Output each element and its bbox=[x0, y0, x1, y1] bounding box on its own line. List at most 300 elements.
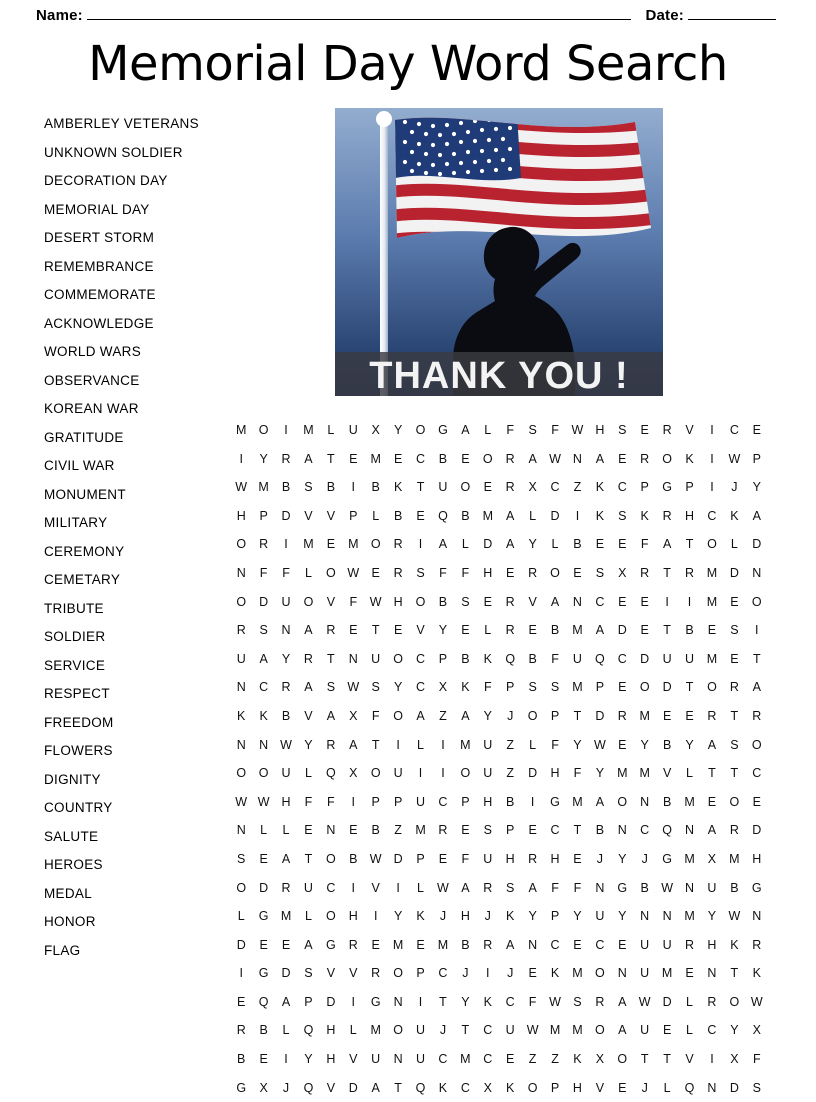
grid-letter[interactable]: E bbox=[349, 451, 358, 466]
grid-letter[interactable]: O bbox=[393, 651, 403, 666]
grid-letter[interactable]: Y bbox=[393, 909, 403, 924]
grid-letter[interactable]: B bbox=[550, 623, 560, 638]
grid-letter[interactable]: C bbox=[617, 480, 627, 495]
grid-letter[interactable]: J bbox=[484, 909, 491, 924]
grid-letter[interactable]: I bbox=[351, 994, 356, 1009]
grid-letter[interactable]: O bbox=[258, 423, 269, 437]
grid-letter[interactable]: L bbox=[237, 909, 245, 924]
grid-letter[interactable]: W bbox=[347, 565, 360, 580]
grid-letter[interactable]: M bbox=[392, 937, 404, 952]
grid-letter[interactable]: N bbox=[707, 966, 717, 981]
grid-letter[interactable]: R bbox=[483, 937, 493, 952]
grid-letter[interactable]: T bbox=[327, 451, 335, 466]
grid-letter[interactable]: O bbox=[617, 1052, 628, 1067]
grid-letter[interactable]: Y bbox=[304, 1052, 313, 1067]
grid-letter[interactable]: F bbox=[573, 766, 582, 781]
grid-letter[interactable]: O bbox=[639, 680, 650, 695]
grid-letter[interactable]: X bbox=[730, 1052, 739, 1067]
grid-letter[interactable]: U bbox=[505, 1023, 515, 1038]
grid-letter[interactable]: R bbox=[528, 851, 538, 866]
grid-letter[interactable]: V bbox=[416, 623, 425, 638]
grid-letter[interactable]: B bbox=[528, 651, 537, 666]
grid-letter[interactable]: M bbox=[729, 851, 740, 866]
grid-letter[interactable]: X bbox=[618, 565, 627, 580]
grid-letter[interactable]: I bbox=[710, 451, 714, 466]
grid-letter[interactable]: U bbox=[348, 423, 358, 437]
grid-letter[interactable]: M bbox=[258, 480, 269, 495]
grid-letter[interactable]: K bbox=[506, 1080, 515, 1095]
grid-letter[interactable]: H bbox=[752, 851, 762, 866]
grid-letter[interactable]: F bbox=[461, 851, 470, 866]
grid-letter[interactable]: L bbox=[417, 880, 424, 895]
grid-letter[interactable]: H bbox=[505, 851, 515, 866]
grid-letter[interactable]: K bbox=[573, 1052, 582, 1067]
grid-letter[interactable]: M bbox=[639, 766, 650, 781]
grid-letter[interactable]: W bbox=[257, 794, 270, 809]
grid-letter[interactable]: I bbox=[441, 766, 445, 781]
grid-letter[interactable]: V bbox=[685, 423, 694, 437]
grid-letter[interactable]: C bbox=[416, 451, 426, 466]
grid-letter[interactable]: E bbox=[618, 594, 627, 609]
grid-letter[interactable]: E bbox=[461, 823, 470, 838]
grid-letter[interactable]: O bbox=[370, 537, 381, 552]
grid-letter[interactable]: M bbox=[348, 537, 359, 552]
grid-letter[interactable]: M bbox=[572, 794, 583, 809]
grid-letter[interactable]: R bbox=[505, 451, 515, 466]
grid-letter[interactable]: W bbox=[661, 880, 674, 895]
grid-letter[interactable]: C bbox=[259, 680, 269, 695]
grid-letter[interactable]: A bbox=[550, 594, 560, 609]
grid-letter[interactable]: H bbox=[326, 1052, 336, 1067]
grid-letter[interactable]: H bbox=[707, 937, 717, 952]
grid-letter[interactable]: Z bbox=[551, 1052, 559, 1067]
grid-letter[interactable]: E bbox=[416, 508, 425, 523]
grid-letter[interactable]: T bbox=[730, 708, 739, 723]
grid-letter[interactable]: H bbox=[460, 909, 470, 924]
grid-letter[interactable]: S bbox=[730, 623, 739, 638]
grid-letter[interactable]: O bbox=[527, 1080, 538, 1095]
grid-letter[interactable]: R bbox=[281, 680, 291, 695]
grid-letter[interactable]: R bbox=[371, 966, 381, 981]
grid-letter[interactable]: B bbox=[326, 480, 336, 495]
grid-letter[interactable]: Y bbox=[259, 451, 268, 466]
grid-letter[interactable]: B bbox=[573, 537, 582, 552]
grid-letter[interactable]: S bbox=[573, 994, 582, 1009]
grid-letter[interactable]: V bbox=[326, 508, 336, 523]
grid-letter[interactable]: Z bbox=[528, 1052, 537, 1067]
grid-letter[interactable]: C bbox=[595, 594, 605, 609]
grid-letter[interactable]: C bbox=[707, 508, 717, 523]
grid-letter[interactable]: F bbox=[551, 651, 559, 666]
grid-letter[interactable]: J bbox=[462, 966, 469, 981]
grid-letter[interactable]: U bbox=[371, 651, 381, 666]
grid-letter[interactable]: C bbox=[326, 880, 336, 895]
grid-letter[interactable]: Y bbox=[438, 623, 448, 638]
grid-letter[interactable]: Y bbox=[528, 909, 537, 924]
grid-letter[interactable]: M bbox=[460, 737, 471, 752]
grid-letter[interactable]: D bbox=[752, 823, 762, 838]
grid-letter[interactable]: W bbox=[593, 737, 606, 752]
grid-letter[interactable]: A bbox=[618, 1023, 627, 1038]
grid-letter[interactable]: S bbox=[304, 966, 313, 981]
grid-letter[interactable]: A bbox=[304, 680, 313, 695]
grid-letter[interactable]: R bbox=[707, 994, 717, 1009]
grid-letter[interactable]: O bbox=[415, 594, 426, 609]
grid-letter[interactable]: P bbox=[416, 851, 425, 866]
grid-letter[interactable]: N bbox=[393, 1052, 403, 1067]
grid-letter[interactable]: E bbox=[237, 994, 246, 1009]
grid-letter[interactable]: N bbox=[326, 823, 336, 838]
grid-letter[interactable]: E bbox=[506, 1052, 515, 1067]
grid-letter[interactable]: S bbox=[752, 1080, 761, 1095]
grid-letter[interactable]: D bbox=[550, 508, 560, 523]
grid-letter[interactable]: A bbox=[707, 823, 717, 838]
grid-letter[interactable]: H bbox=[483, 565, 493, 580]
grid-letter[interactable]: U bbox=[685, 651, 695, 666]
grid-letter[interactable]: K bbox=[550, 966, 560, 981]
grid-letter[interactable]: E bbox=[461, 623, 470, 638]
grid-letter[interactable]: F bbox=[282, 565, 290, 580]
grid-letter[interactable]: E bbox=[730, 594, 739, 609]
grid-letter[interactable]: Y bbox=[483, 708, 492, 723]
grid-letter[interactable]: E bbox=[707, 623, 717, 638]
grid-letter[interactable]: D bbox=[393, 851, 403, 866]
grid-letter[interactable]: U bbox=[416, 1023, 426, 1038]
grid-letter[interactable]: U bbox=[483, 737, 493, 752]
grid-letter[interactable]: D bbox=[281, 508, 291, 523]
grid-letter[interactable]: W bbox=[728, 909, 741, 924]
grid-letter[interactable]: V bbox=[662, 766, 672, 781]
grid-letter[interactable]: U bbox=[371, 1052, 381, 1067]
grid-letter[interactable]: E bbox=[640, 423, 649, 437]
grid-letter[interactable]: U bbox=[707, 880, 717, 895]
grid-letter[interactable]: B bbox=[595, 823, 605, 838]
grid-letter[interactable]: L bbox=[686, 994, 693, 1009]
grid-letter[interactable]: R bbox=[505, 594, 515, 609]
grid-letter[interactable]: O bbox=[662, 451, 672, 466]
grid-letter[interactable]: Y bbox=[393, 423, 403, 437]
grid-letter[interactable]: Q bbox=[303, 1080, 314, 1095]
grid-letter[interactable]: B bbox=[281, 480, 291, 495]
grid-letter[interactable]: S bbox=[730, 737, 739, 752]
grid-letter[interactable]: O bbox=[236, 537, 247, 552]
grid-letter[interactable]: K bbox=[393, 480, 403, 495]
grid-letter[interactable]: E bbox=[416, 937, 425, 952]
grid-letter[interactable]: P bbox=[416, 966, 425, 981]
grid-letter[interactable]: Y bbox=[573, 737, 582, 752]
grid-letter[interactable]: S bbox=[618, 508, 627, 523]
grid-letter[interactable]: N bbox=[707, 1080, 717, 1095]
grid-letter[interactable]: E bbox=[483, 480, 492, 495]
grid-letter[interactable]: E bbox=[483, 594, 492, 609]
grid-letter[interactable]: P bbox=[550, 1080, 560, 1095]
grid-letter[interactable]: R bbox=[685, 937, 695, 952]
grid-letter[interactable]: G bbox=[751, 880, 762, 895]
grid-letter[interactable]: W bbox=[437, 880, 449, 895]
grid-letter[interactable]: A bbox=[595, 451, 605, 466]
grid-letter[interactable]: L bbox=[686, 766, 693, 781]
grid-letter[interactable]: E bbox=[752, 794, 761, 809]
grid-letter[interactable]: V bbox=[595, 1080, 605, 1095]
grid-letter[interactable]: A bbox=[326, 708, 336, 723]
grid-letter[interactable]: T bbox=[663, 623, 671, 638]
grid-letter[interactable]: D bbox=[662, 680, 672, 695]
grid-letter[interactable]: W bbox=[750, 994, 763, 1009]
grid-letter[interactable]: H bbox=[348, 909, 358, 924]
grid-letter[interactable]: I bbox=[396, 880, 400, 895]
grid-letter[interactable]: A bbox=[259, 651, 268, 666]
grid-letter[interactable]: I bbox=[351, 480, 356, 495]
grid-letter[interactable]: E bbox=[259, 937, 268, 952]
grid-letter[interactable]: E bbox=[573, 937, 582, 952]
grid-letter[interactable]: G bbox=[258, 966, 269, 981]
grid-letter[interactable]: X bbox=[259, 1080, 268, 1095]
grid-letter[interactable]: D bbox=[528, 766, 538, 781]
grid-letter[interactable]: O bbox=[595, 1023, 605, 1038]
grid-letter[interactable]: P bbox=[506, 823, 515, 838]
grid-letter[interactable]: O bbox=[729, 994, 740, 1009]
grid-letter[interactable]: H bbox=[550, 766, 560, 781]
grid-letter[interactable]: V bbox=[304, 508, 313, 523]
grid-letter[interactable]: V bbox=[528, 594, 537, 609]
grid-letter[interactable]: L bbox=[282, 1023, 290, 1038]
grid-letter[interactable]: U bbox=[572, 651, 582, 666]
grid-letter[interactable]: F bbox=[371, 708, 380, 723]
grid-letter[interactable]: R bbox=[326, 737, 336, 752]
grid-letter[interactable]: P bbox=[349, 508, 358, 523]
grid-letter[interactable]: L bbox=[260, 823, 268, 838]
grid-letter[interactable]: Z bbox=[506, 766, 515, 781]
grid-letter[interactable]: T bbox=[663, 565, 671, 580]
grid-letter[interactable]: N bbox=[752, 909, 762, 924]
grid-letter[interactable]: G bbox=[326, 937, 336, 952]
grid-letter[interactable]: M bbox=[370, 451, 381, 466]
grid-letter[interactable]: N bbox=[617, 823, 627, 838]
grid-letter[interactable]: S bbox=[550, 680, 560, 695]
grid-letter[interactable]: P bbox=[640, 480, 649, 495]
grid-letter[interactable]: L bbox=[461, 537, 469, 552]
grid-letter[interactable]: B bbox=[506, 794, 515, 809]
grid-letter[interactable]: G bbox=[662, 480, 672, 495]
grid-letter[interactable]: D bbox=[617, 623, 627, 638]
grid-letter[interactable]: G bbox=[258, 909, 269, 924]
grid-letter[interactable]: P bbox=[685, 480, 694, 495]
grid-letter[interactable]: A bbox=[506, 508, 515, 523]
grid-letter[interactable]: O bbox=[707, 537, 717, 552]
grid-letter[interactable]: C bbox=[707, 1023, 717, 1038]
grid-letter[interactable]: I bbox=[284, 1052, 288, 1067]
grid-letter[interactable]: J bbox=[596, 851, 603, 866]
grid-letter[interactable]: R bbox=[483, 880, 493, 895]
grid-letter[interactable]: F bbox=[573, 880, 582, 895]
grid-letter[interactable]: D bbox=[348, 1080, 358, 1095]
grid-letter[interactable]: A bbox=[528, 451, 537, 466]
grid-letter[interactable]: M bbox=[572, 623, 583, 638]
grid-letter[interactable]: F bbox=[461, 565, 470, 580]
grid-letter[interactable]: F bbox=[506, 423, 515, 437]
grid-letter[interactable]: U bbox=[595, 909, 605, 924]
grid-letter[interactable]: Y bbox=[528, 537, 537, 552]
grid-letter[interactable]: E bbox=[304, 823, 313, 838]
grid-letter[interactable]: K bbox=[595, 508, 605, 523]
grid-letter[interactable]: Q bbox=[415, 1080, 426, 1095]
grid-letter[interactable]: I bbox=[687, 594, 692, 609]
grid-letter[interactable]: O bbox=[595, 966, 605, 981]
grid-letter[interactable]: E bbox=[707, 794, 717, 809]
grid-letter[interactable]: T bbox=[371, 623, 380, 638]
grid-letter[interactable]: Z bbox=[439, 708, 447, 723]
grid-letter[interactable]: N bbox=[640, 794, 650, 809]
grid-letter[interactable]: M bbox=[482, 508, 493, 523]
grid-letter[interactable]: N bbox=[281, 623, 291, 638]
grid-letter[interactable]: X bbox=[707, 851, 717, 866]
grid-letter[interactable]: N bbox=[259, 737, 269, 752]
grid-letter[interactable]: F bbox=[439, 565, 447, 580]
grid-letter[interactable]: I bbox=[530, 794, 535, 809]
grid-letter[interactable]: I bbox=[373, 909, 378, 924]
grid-letter[interactable]: R bbox=[505, 480, 515, 495]
grid-letter[interactable]: L bbox=[551, 537, 559, 552]
grid-letter[interactable]: J bbox=[282, 1080, 290, 1095]
grid-letter[interactable]: O bbox=[751, 737, 762, 752]
grid-letter[interactable]: S bbox=[416, 565, 425, 580]
grid-letter[interactable]: V bbox=[685, 1052, 694, 1067]
grid-letter[interactable]: P bbox=[506, 680, 515, 695]
grid-letter[interactable]: V bbox=[326, 594, 336, 609]
grid-letter[interactable]: G bbox=[370, 994, 381, 1009]
grid-letter[interactable]: E bbox=[281, 937, 291, 952]
grid-letter[interactable]: P bbox=[304, 994, 313, 1009]
grid-letter[interactable]: M bbox=[572, 966, 583, 981]
grid-letter[interactable]: T bbox=[439, 994, 447, 1009]
grid-letter[interactable]: E bbox=[618, 451, 627, 466]
grid-letter[interactable]: I bbox=[418, 994, 423, 1009]
grid-letter[interactable]: E bbox=[662, 1023, 672, 1038]
grid-letter[interactable]: A bbox=[281, 851, 291, 866]
grid-letter[interactable]: L bbox=[484, 423, 492, 437]
grid-letter[interactable]: E bbox=[326, 537, 336, 552]
grid-letter[interactable]: H bbox=[393, 594, 403, 609]
grid-letter[interactable]: E bbox=[259, 1052, 268, 1067]
grid-letter[interactable]: I bbox=[284, 537, 288, 552]
grid-letter[interactable]: K bbox=[259, 708, 268, 723]
grid-letter[interactable]: M bbox=[661, 966, 673, 981]
grid-letter[interactable]: P bbox=[259, 508, 268, 523]
grid-letter[interactable]: J bbox=[439, 1023, 447, 1038]
grid-letter[interactable]: F bbox=[327, 794, 335, 809]
grid-letter[interactable]: S bbox=[506, 880, 515, 895]
grid-letter[interactable]: R bbox=[326, 623, 336, 638]
grid-letter[interactable]: W bbox=[280, 737, 292, 752]
grid-letter[interactable]: N bbox=[752, 565, 762, 580]
grid-letter[interactable]: A bbox=[461, 880, 470, 895]
grid-letter[interactable]: Y bbox=[752, 480, 761, 495]
grid-letter[interactable]: C bbox=[416, 651, 426, 666]
grid-letter[interactable]: S bbox=[259, 623, 268, 638]
grid-letter[interactable]: R bbox=[640, 451, 650, 466]
grid-letter[interactable]: K bbox=[483, 994, 492, 1009]
grid-letter[interactable]: H bbox=[281, 794, 291, 809]
grid-letter[interactable]: U bbox=[438, 480, 448, 495]
grid-letter[interactable]: Y bbox=[640, 737, 649, 752]
grid-letter[interactable]: A bbox=[752, 508, 761, 523]
grid-letter[interactable]: E bbox=[618, 1080, 627, 1095]
grid-letter[interactable]: C bbox=[505, 994, 515, 1009]
grid-letter[interactable]: M bbox=[572, 680, 583, 695]
word-search-grid[interactable] bbox=[230, 416, 768, 1102]
grid-letter[interactable]: R bbox=[752, 708, 762, 723]
grid-letter[interactable]: E bbox=[618, 937, 627, 952]
grid-letter[interactable]: V bbox=[326, 1080, 336, 1095]
grid-letter[interactable]: T bbox=[573, 708, 582, 723]
grid-letter[interactable]: C bbox=[438, 794, 448, 809]
grid-letter[interactable]: J bbox=[641, 851, 648, 866]
grid-letter[interactable]: R bbox=[640, 565, 650, 580]
grid-letter[interactable]: Q bbox=[595, 651, 605, 666]
grid-letter[interactable]: F bbox=[349, 594, 358, 609]
grid-letter[interactable]: M bbox=[706, 565, 718, 580]
grid-letter[interactable]: T bbox=[573, 823, 582, 838]
grid-letter[interactable]: E bbox=[685, 708, 694, 723]
grid-letter[interactable]: L bbox=[304, 766, 312, 781]
grid-letter[interactable]: M bbox=[303, 423, 314, 437]
grid-letter[interactable]: W bbox=[235, 794, 248, 809]
grid-letter[interactable]: Y bbox=[595, 766, 605, 781]
grid-letter[interactable]: A bbox=[662, 537, 672, 552]
grid-letter[interactable]: U bbox=[640, 966, 650, 981]
grid-letter[interactable]: V bbox=[304, 708, 313, 723]
grid-letter[interactable]: Y bbox=[393, 680, 403, 695]
grid-letter[interactable]: T bbox=[461, 1023, 470, 1038]
grid-letter[interactable]: C bbox=[617, 651, 627, 666]
grid-letter[interactable]: R bbox=[595, 994, 605, 1009]
grid-letter[interactable]: N bbox=[617, 966, 627, 981]
grid-letter[interactable]: B bbox=[349, 851, 358, 866]
grid-letter[interactable]: R bbox=[281, 880, 291, 895]
grid-letter[interactable]: M bbox=[706, 651, 718, 666]
grid-letter[interactable]: K bbox=[595, 480, 605, 495]
grid-letter[interactable]: N bbox=[236, 565, 246, 580]
grid-letter[interactable]: R bbox=[438, 823, 448, 838]
grid-letter[interactable]: R bbox=[236, 623, 246, 638]
grid-letter[interactable]: H bbox=[483, 794, 493, 809]
grid-letter[interactable]: E bbox=[393, 451, 403, 466]
grid-letter[interactable]: N bbox=[393, 994, 403, 1009]
grid-letter[interactable]: S bbox=[528, 680, 537, 695]
grid-letter[interactable]: N bbox=[662, 909, 672, 924]
grid-letter[interactable]: C bbox=[550, 823, 560, 838]
grid-letter[interactable]: M bbox=[684, 909, 695, 924]
grid-letter[interactable]: G bbox=[617, 880, 628, 895]
grid-letter[interactable]: D bbox=[729, 1080, 739, 1095]
grid-letter[interactable]: Z bbox=[394, 823, 402, 838]
grid-letter[interactable]: A bbox=[707, 737, 717, 752]
grid-letter[interactable]: N bbox=[236, 823, 246, 838]
grid-letter[interactable]: L bbox=[304, 565, 312, 580]
grid-letter[interactable]: L bbox=[372, 508, 380, 523]
grid-letter[interactable]: T bbox=[685, 680, 694, 695]
grid-letter[interactable]: P bbox=[461, 794, 470, 809]
grid-letter[interactable]: R bbox=[662, 508, 672, 523]
grid-letter[interactable]: X bbox=[528, 480, 537, 495]
grid-letter[interactable]: I bbox=[351, 880, 356, 895]
grid-letter[interactable]: T bbox=[304, 851, 313, 866]
grid-letter[interactable]: O bbox=[326, 909, 336, 924]
grid-letter[interactable]: C bbox=[416, 680, 426, 695]
grid-letter[interactable]: M bbox=[370, 1023, 381, 1038]
grid-letter[interactable]: A bbox=[461, 708, 470, 723]
grid-letter[interactable]: N bbox=[595, 880, 605, 895]
